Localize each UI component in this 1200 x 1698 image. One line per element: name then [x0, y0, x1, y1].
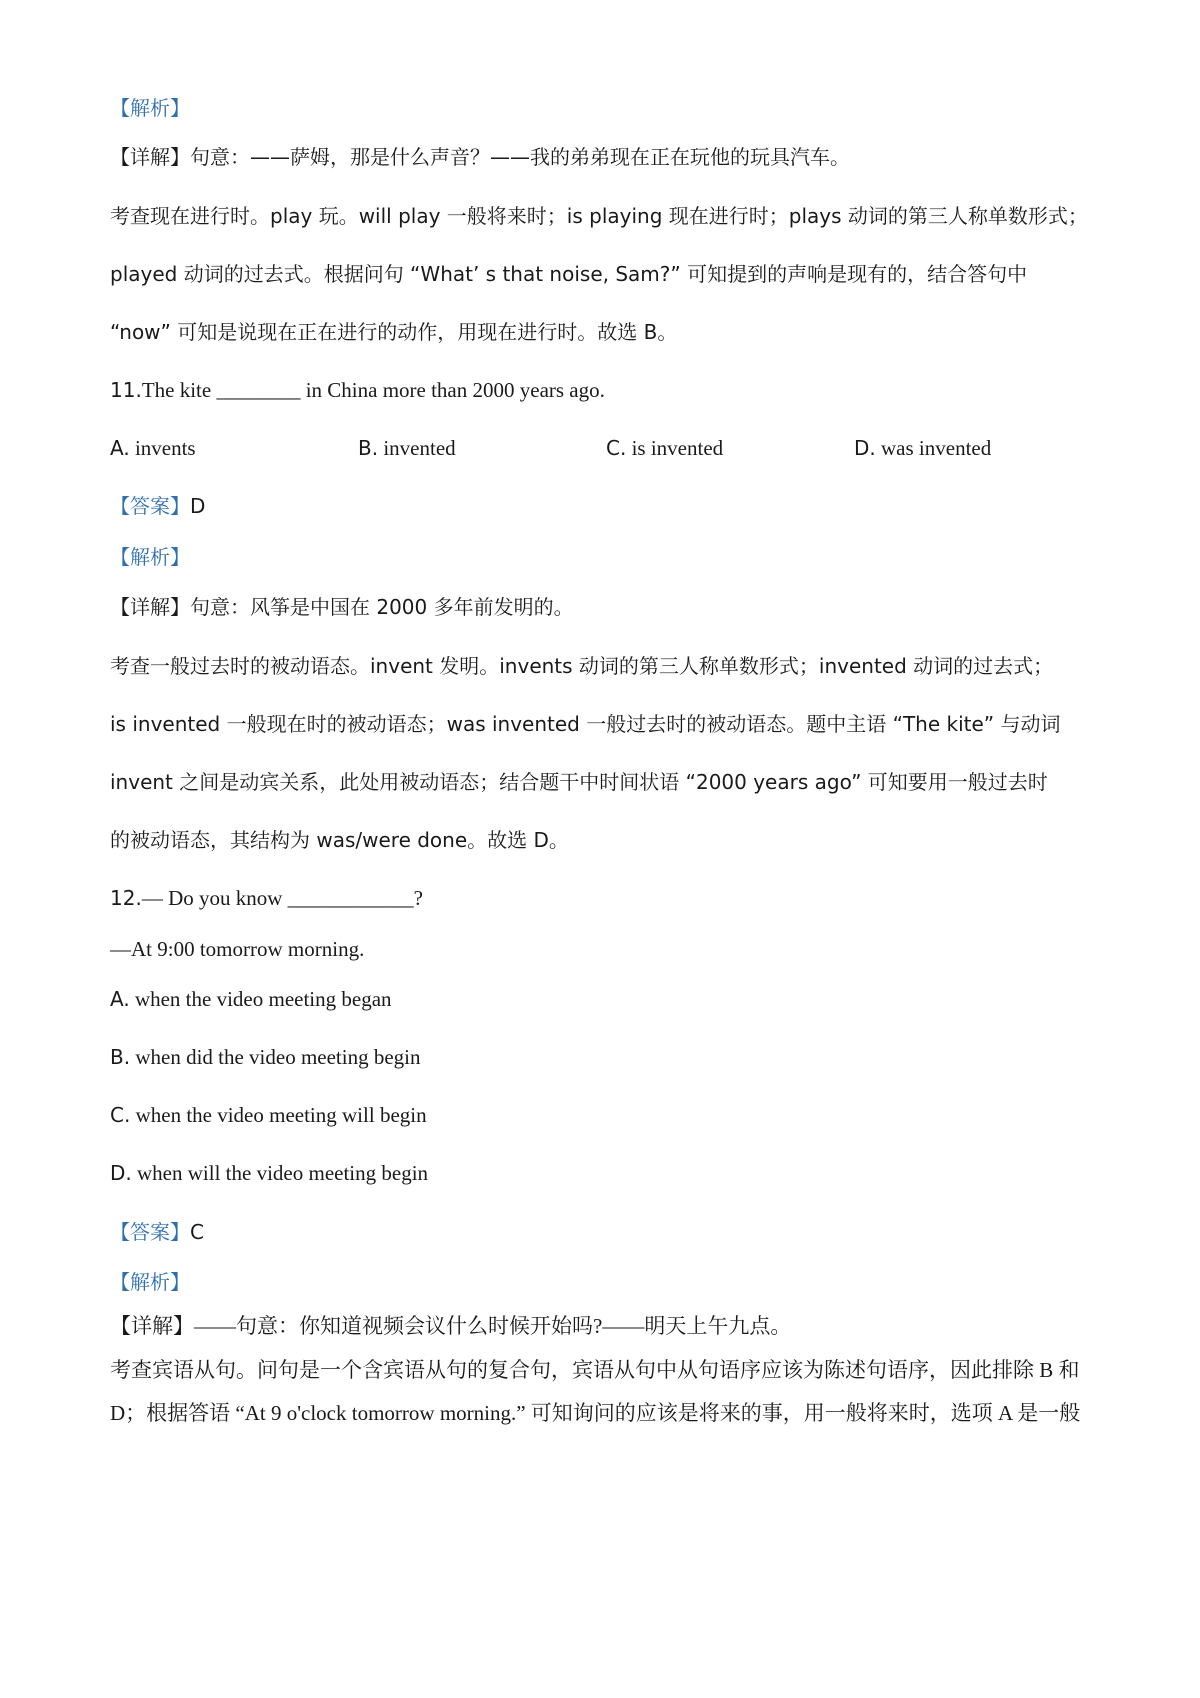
detail-text: 【详解】——句意：你知道视频会议什么时候开始吗?——明天上午九点。	[110, 1314, 792, 1338]
option-letter: B.	[358, 436, 379, 460]
answer-value: D	[190, 494, 206, 518]
detail-text: 【详解】句意：风筝是中国在 2000 多年前发明的。	[110, 595, 574, 619]
explanation-line: invent 之间是动宾关系，此处用被动语态；结合题干中时间状语 “2000 years ago” 可知要用一般过去时	[110, 770, 1048, 794]
analysis-label: 【解析】	[110, 545, 190, 569]
option-c[interactable]	[110, 1101, 1100, 1129]
question-number: 11.	[110, 378, 142, 402]
option-text: when did the video meeting begin	[130, 1045, 421, 1069]
explanation-line: 的被动语态，其结构为 was/were done。故选 D。	[110, 828, 569, 852]
option-letter: A.	[110, 987, 130, 1011]
answer-row	[110, 492, 1100, 520]
option-a[interactable]	[110, 434, 196, 462]
answer-row	[110, 1218, 1100, 1246]
option-text: invents	[129, 436, 196, 460]
answer-label: 【答案】	[110, 1220, 190, 1244]
option-d[interactable]	[110, 1159, 1100, 1187]
answer-label: 【答案】	[110, 494, 190, 518]
option-c[interactable]	[606, 434, 723, 462]
option-letter: C.	[110, 1103, 131, 1127]
explanation-line: 考查现在进行时。play 玩。will play 一般将来时；is playing 现在进行时；plays 动词的第三人称单数形式；	[110, 204, 1088, 228]
question-reply: —At 9:00 tomorrow morning.	[110, 937, 365, 961]
option-letter: C.	[606, 436, 627, 460]
detail-text: 【详解】句意：——萨姆，那是什么声音？——我的弟弟现在正在玩他的玩具汽车。	[110, 145, 850, 169]
question-11	[110, 376, 1100, 404]
option-letter: D.	[110, 1161, 132, 1185]
question-stem: — Do you know ____________?	[141, 886, 423, 910]
question-12	[110, 884, 1100, 912]
option-letter: A.	[110, 436, 130, 460]
option-b[interactable]	[110, 1043, 1100, 1071]
question-number: 12.	[110, 886, 142, 910]
option-d[interactable]	[854, 434, 991, 462]
analysis-label: 【解析】	[110, 1270, 190, 1294]
answer-value: C	[190, 1220, 204, 1244]
explanation-line: played 动词的过去式。根据问句 “What’ s that noise, Sam?” 可知提到的声响是现有的，结合答句中	[110, 262, 1028, 286]
option-text: was invented	[875, 436, 992, 460]
option-text: when the video meeting began	[129, 987, 392, 1011]
question-stem: The kite ________ in China more than 2000 years ago.	[141, 378, 605, 402]
option-letter: D.	[854, 436, 876, 460]
explanation-line: is invented 一般现在时的被动语态；was invented 一般过去时的被动语态。题中主语 “The kite” 与动词	[110, 712, 1061, 736]
option-a[interactable]	[110, 985, 1100, 1013]
explanation-line: 考查一般过去时的被动语态。invent 发明。invents 动词的第三人称单数形式；invented 动词的过去式；	[110, 654, 1054, 678]
analysis-label: 【解析】	[110, 96, 190, 120]
q11-options	[110, 434, 1100, 462]
option-text: invented	[378, 436, 456, 460]
option-letter: B.	[110, 1045, 131, 1069]
explanation-line: 考查宾语从句。问句是一个含宾语从句的复合句，宾语从句中从句语序应该为陈述句语序，因此排除 B 和	[110, 1358, 1080, 1382]
explanation-line: “now” 可知是说现在正在进行的动作，用现在进行时。故选 B。	[110, 320, 678, 344]
option-b[interactable]	[358, 434, 456, 462]
option-text: when the video meeting will begin	[130, 1103, 427, 1127]
option-text: is invented	[626, 436, 724, 460]
option-text: when will the video meeting begin	[131, 1161, 429, 1185]
explanation-line: D；根据答语 “At 9 o'clock tomorrow morning.” 可知询问的应该是将来的事，用一般将来时，选项 A 是一般	[110, 1401, 1081, 1425]
